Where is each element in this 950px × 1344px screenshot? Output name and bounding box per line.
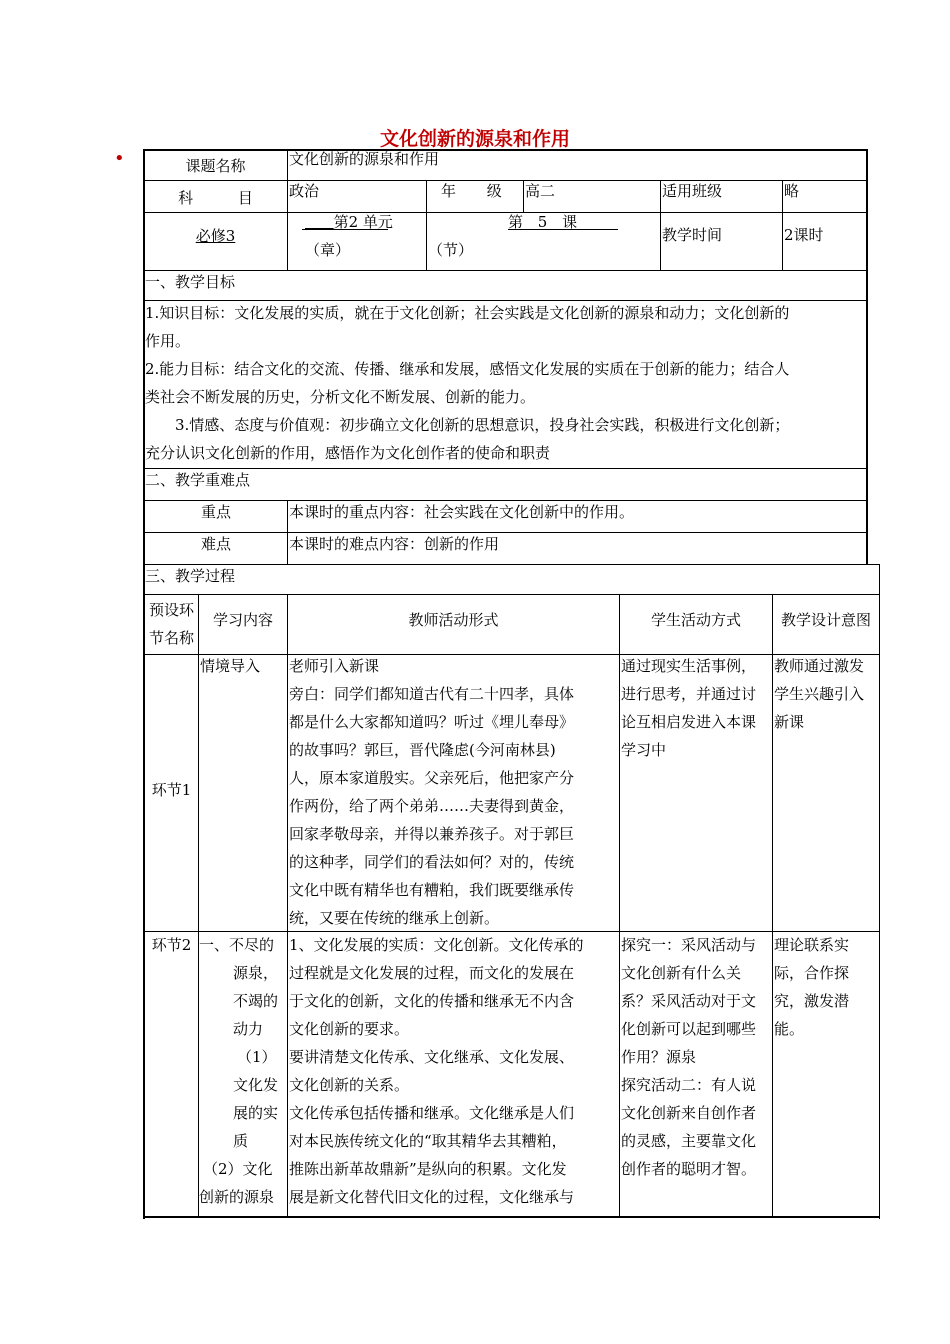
bullet-mark: • [114, 148, 125, 169]
grade-value: 高二 [525, 182, 556, 200]
lesson-underline [508, 229, 618, 230]
goal-1-line-2: 作用。 [145, 332, 191, 350]
goals-heading: 一、教学目标 [145, 273, 236, 291]
process-heading: 三、教学过程 [145, 567, 236, 585]
unit-cell [289, 208, 426, 270]
unit-line-2: （章） [305, 241, 351, 259]
grade-label: 年 级 [441, 182, 502, 200]
col-header-student: 学生活动方式 [650, 611, 741, 629]
lesson-line-1: 第 5 课 [508, 213, 578, 231]
lesson-line-2: （节） [428, 241, 474, 259]
stage-1-name: 环节1 [151, 781, 192, 799]
applicable-class-label: 适用班级 [662, 182, 723, 200]
unit-underline [302, 229, 388, 230]
topic-value: 文化创新的源泉和作用 [289, 150, 440, 168]
applicable-class-value: 略 [784, 182, 800, 200]
stage-2-content: 一、不尽的 源泉， 不竭的 动力 （1） 文化发 展的实 质 （2）文化 创新的源泉 [199, 936, 279, 1206]
key-point-value: 本课时的重点内容：社会实践在文化创新中的作用。 [289, 503, 635, 521]
goal-1-line-1: 1.知识目标：文化发展的实质，就在于文化创新；社会实践是文化创新的源泉和动力；文化创新的 [145, 304, 790, 322]
stage-2-name: 环节2 [151, 936, 192, 954]
teaching-time-label: 教学时间 [662, 226, 723, 244]
goal-3-line-2: 充分认识文化创新的作用，感悟作为文化创作者的使命和职责 [145, 444, 551, 462]
col-header-stage-name: 预设环 节名称 [148, 601, 194, 647]
topic-label: 课题名称 [185, 157, 246, 175]
key-point-label: 重点 [200, 503, 231, 521]
goal-3-line-1: 3.情感、态度与价值观：初步确立文化创新的思想意识，投身社会实践，积极进行文化创新； [175, 416, 790, 434]
stage-2-intent: 理论联系实 际，合作探 究，激发潜 能。 [774, 936, 850, 1038]
stage-2-teacher: 1、文化发展的实质：文化创新。文化传承的 过程就是文化发展的过程，而文化的发展在 于文化的创新，文化的传播和继承无不内含 文化创新的要求。 要讲清楚文化传承、文化继承、文化发展、 文化创新的关系。 文化传承包括传播和继承。文化继承是人们 对本民族传统文化的“取其精华去其糟粕， 推陈出新革故鼎新”是纵向的积累。文化发 展是新文化替代旧文化的过程，文化继承与 [289, 936, 584, 1206]
stage-1-student: 通过现实生活事例， 进行思考，并通过讨 论互相启发进入本课 学习中 [621, 657, 757, 759]
difficult-point-label: 难点 [200, 535, 231, 553]
document-title: 文化创新的源泉和作用 [379, 128, 570, 150]
subject-label: 科 目 [178, 189, 253, 207]
book-value: 必修3 [195, 227, 236, 245]
stage-2-student: 探究一：采风活动与 文化创新有什么关 系？采风活动对于文 化创新可以起到哪些 作用？源泉 探究活动二：有人说 文化创新来自创作者 的灵感，主要靠文化 创作者的聪明才智。 [621, 936, 757, 1178]
stage-1-teacher: 老师引入新课 旁白：同学们都知道古代有二十四孝，具体 都是什么大家都知道吗？听过《埋儿奉母》 的故事吗？郭巨，晋代隆虑(今河南林县) 人，原本家道殷实。父亲死后，他把家产分 作两份，给了两个弟弟……夫妻得到黄金， 回家孝敬母亲，并得以兼养孩子。对于郭巨 的这种孝，同学们的看法如何？对的，传统 文化中既有精华也有糟粕，我们既要继承传 统，又要在传统的继承上创新。 [289, 657, 575, 927]
difficult-point-value: 本课时的难点内容：创新的作用 [289, 535, 500, 553]
stage-1-intent: 教师通过激发 学生兴趣引入 新课 [774, 657, 865, 731]
col-header-content: 学习内容 [212, 611, 273, 629]
goals-body [145, 299, 866, 467]
book-label [144, 226, 287, 250]
goal-2-line-2: 类社会不断发展的历史，分析文化不断发展、创新的能力。 [145, 388, 536, 406]
lesson-cell [428, 208, 660, 270]
teaching-time-value: 2课时 [784, 226, 824, 244]
stage-1-content: 情境导入 [200, 657, 261, 675]
unit-line-1: 第2 单元 [333, 213, 393, 231]
goal-2-line-1: 2.能力目标：结合文化的交流、传播、继承和发展，感悟文化发展的实质在于创新的能力；结合人 [145, 360, 790, 378]
col-header-teacher: 教师活动形式 [408, 611, 499, 629]
keypoints-heading: 二、教学重难点 [145, 471, 251, 489]
col-header-intent: 教学设计意图 [780, 611, 871, 629]
subject-value: 政治 [289, 182, 320, 200]
